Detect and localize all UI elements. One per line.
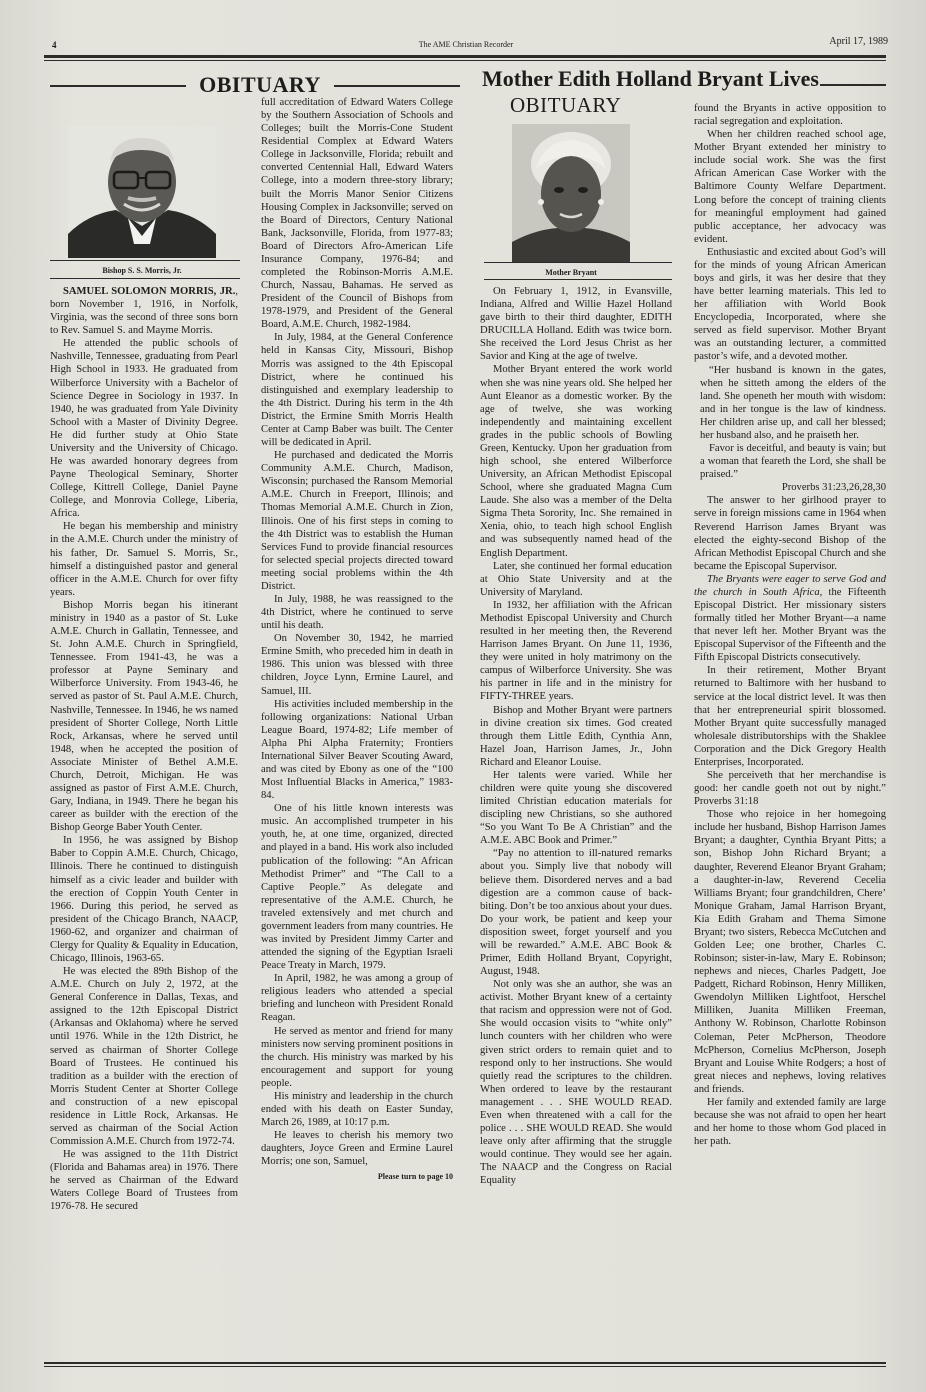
paragraph [50,599,238,834]
paragraph [694,128,886,246]
paragraph-text: He served as mentor and friend for many ministers now serving prominent positions in the church. His ministry was marked by his encouragement and support for young people. [261,1025,453,1089]
paragraph-text: “Pay no attention to ill-natured remarks about you. Simply live that nobody will believe them. Disordered nerves and a bad digestion are a common cause of back-biting. Don’t be too anxious about your dues. Do your work, be patient and keep your disposition sweet, forget yourself and you will be rewarded.” A.M.E. ABC Book & Primer, Edith Holland Bryant, Copyright, August, 1948. [480,848,672,978]
paragraph-text: She perceiveth that her merchandise is good: her candle goeth not out by night.” Proverbs 31:18 [694,769,886,808]
paragraph [50,834,238,965]
continued-note: Please turn to page 10 [377,1172,453,1182]
paragraph [480,978,672,1187]
bryant-headline [482,66,887,96]
paragraph [694,494,886,572]
paragraph [261,802,453,972]
bryant-headline-text: Mother Edith Holland Bryant Lives [482,66,819,91]
paragraph-text: On February 1, 1912, in Evansville, Indiana, Alfred and Willie Hazel Holland gave birth to their third daughter, EDITH DRUCILLA Holland. Edith was twice born. She received the Lord Jesus Christ as her Savior and King at the age of twelve. [480,286,672,363]
lead-name: SAMUEL SOLOMON MORRIS, JR. [63,286,236,297]
paragraph-text: In July, 1988, he was reassigned to the 4th District, where he continued to serve until his death. [261,593,453,632]
paragraph [50,285,238,337]
footer-rule-thin [44,1366,886,1367]
page-number: 4 [52,40,57,50]
headline-rule [820,84,886,86]
paragraph [694,481,886,494]
bryant-caption-rule-top [484,262,672,263]
paragraph [261,632,453,697]
paragraph [261,331,453,449]
paragraph [261,96,453,331]
paragraph-text: One of his little known interests was music. An accomplished trumpeter in his youth, he, at one time, organized, directed and played in a band. His work also included publication of the following: “An African Methodist Primer” and “The Call to a Captive People.” As delegate and representative of the A.M.E. Church, he traveled extensively and met church and government leaders from many countries. He was invited by President Jimmy Carter and attended the signing of the Egyptian Israeli Peace Treaty in March, 1979. [261,803,453,972]
mother-bryant-photo [512,124,630,262]
paragraph [694,573,886,665]
paragraph [694,769,886,808]
paragraph [50,520,238,598]
paragraph-text: Her talents were varied. While her children were quite young she discovered limited Christian education materials for discipling new Christians, so she authored “So you Want To Be A Christian” and the A.M.E. ABC Book and Primer.” [480,769,672,847]
paragraph-text: In 1956, he was assigned by Bishop Baber to Coppin A.M.E. Church, Chicago, Illinois. There he continued to distinguish himself as a civic leader and builder with the erection of Coppin Youth Center in 1966. During this period, he served as president of the Chicago Branch, NAACP, 1960-62, and organizer and chairman of Clergy for Quality & Equality in Education, Chicago, Illinois, 1963-65. [50,835,238,964]
paragraph-text: In 1932, her affiliation with the African Methodist Episcopal University and Church resulted in her meeting then, the Reverend Harrison James Bryant. On June 11, 1936, they were united in holy matrimony on the campus of Wilberforce University. She was his partner in life and in the ministry for FIFTY-THREE years. [480,599,672,703]
paragraph-text: Not only was she an author, she was an activist. Mother Bryant knew of a certainty that racism and oppression were not of God. She would occasion visits to “white only” lunch counters with her children who were given strict orders to remain quiet and to respond only to her instructions. She would quietly read the scriptures to the children. When ordered to leave by the restaurant management . . . SHE WOULD READ. Even when threatened with a call for the police . . . SHE WOULD READ. She would leave only after affirming that the struggle would continue. They would see her again. The NAACP and the Congress on Racial Equality [480,979,672,1187]
morris-column-1 [50,285,238,1357]
header-rule [44,55,886,58]
paragraph-text: Mother Bryant entered the work world when she was nine years old. She helped her Aunt Eleanor as a domestic worker. By the age of twelve, she was working independently and maintaining excellent grades in the public schools of Bowling Green, Kentucky. Upon her graduation from high school, she entered Wilberforce University, an African Methodist Episcopal School, where she graduated Magna Cum Laude. She also was a member of the Delta Sigma Theta Sorority, Inc. She remained in Xenia, ohio, to teach high school English and was subsequently named head of the English Department. [480,364,672,559]
paragraph-text: Bishop and Mother Bryant were partners in divine creation six times. God created through them Little Edith, Cynthia Ann, Hazel Joan, Harrison James, Jr., John Richard and Eleanor Louise. [480,704,672,768]
paragraph-text: He attended the public schools of Nashville, Tennessee, graduating from Pearl High School in 1933. He graduated from Wilberforce University with a Bachelor of Science Degree in Sociology in 1937. In 1940, he was graduated from Yale Divinity School with a Master of Divinity Degree. He did further study at Ohio State University and the University of Chicago. He was awarded honorary degrees from Payne Theological Seminary, Shorter College, Kittrell College, Daniel Payne College, and Monrovia College, Liberia, Africa. [50,338,238,520]
footer-rule [44,1362,886,1364]
paragraph-text: He purchased and dedicated the Morris Community A.M.E. Church, Madison, Wisconsin; purchased the Ransom Memorial A.M.E. Church in Freeport, Illinois; and Thomas Memorial A.M.E. Church in Zion, Illinois. One of his first steps in coming to the 4th District was to establish the Human Services Fund to provide financial resources for selected special projects directed toward meeting social problems within the 4th District. [261,450,453,592]
paragraph [261,972,453,1024]
paragraph-text: , born November 1, 1916, in Norfolk, Virginia, was the second of three sons born to Rev. Samuel S. and Mayme Morris. [50,286,238,337]
caption-rule-bottom [50,278,240,279]
bryant-subhead: OBITUARY [510,93,622,117]
paragraph [694,102,886,128]
paragraph [261,593,453,632]
paragraph [694,664,886,769]
paragraph-text: Proverbs 31:23,26,28,30 [781,482,886,494]
italic-lead: The Bryants were eager to serve God and the church in South Africa, [694,573,886,598]
paragraph-text: “Her husband is known in the gates, when he sitteth among the elders of the land. She openeth her mouth with wisdom: and in her tongue is the law of kindness. Her children arise up, and call her blessed; her husband also, and he praiseth her. [700,364,886,441]
paragraph-text: In their retirement, Mother Bryant returned to Baltimore with her husband to service at the local district level. It was then that her entrepreneurial spirit blossomed. Mother Bryant quite successfully managed wholesale distributorships with the Shaklee Corporation and the Dick Gregory Health Enterprises, Incorporated. [694,665,886,768]
bryant-column-2 [694,102,886,1358]
paragraph-text: His activities included membership in the following organizations: National Urban League Board, 1974-82; Life member of Alpha Phi Alpha Fraternity; Frontiers International Silver Beaver Scouting Award, and was cited by Ebony as one of the “100 Most Influential Blacks in America,” 1983-84. [261,698,453,802]
obituary-heading-text: OBITUARY [199,72,321,97]
paragraph [261,1025,453,1090]
paragraph [480,285,672,363]
paragraph-text: His ministry and leadership in the church ended with his death on Easter Sunday, March 26, 1989, at 10:17 p.m. [261,1090,453,1129]
paragraph [261,1090,453,1129]
paragraph [694,364,886,442]
paragraph-text: The answer to her girlhood prayer to serve in foreign missions came in 1964 when Reverend Harrison James Bryant was elected the eighty-second Bishop of the African Methodist Episcopal Church and she became the Episcopal Supervisor. [694,495,886,572]
paragraph-text: Enthusiastic and excited about God’s will for the minds of young African American boys and girls, it was her desire that they have better learning materials. This led to her affiliation with World Book Encyclopedia, Incorporated, where she served as field supervisor. Mother Bryant was an outstanding lecturer, a committed pastor’s wife, and a devoted mother. [694,246,886,363]
paragraph [694,442,886,481]
paragraph-text: On November 30, 1942, he married Ermine Smith, who preceded him in death in 1986. This union was blessed with three children, Joyce Lynn, Ermine Laurel, and Samuel, III. [261,633,453,697]
paragraph-text: Those who rejoice in her homegoing include her husband, Bishop Harrison James Bryant; a daughter, Cynthia Bryant Pitts; a son, Bishop John Richard Bryant; a daughter, Reverend Eleanor Bryant Graham; a daughter-in-law, Reverend Cecelia Williams Bryant; four grandchildren, Chere’ Monique Graham, Jamal Harrison Bryant, Kia Edith Graham and Thema Simone Bryant; two sisters, Rebecca McCutchen and Golden Lee; one brother, Charles C. Robinson; sister-in-law, Mary E. Robinson; nephews and nieces, Charles Padgett, Joe Padgett, Richard Robinson, Henry Milliken, Gwendolyn Milliken Lightfoot, Herschel Milliken, Juanita Milliken Freeman, Anthony W. Robinson, Charlotte Robinson Coleman, Peter McPherson, Theodore McPherson, Cornelius McPherson, Joseph Bryant and Louise White Rodgers; a host of great nieces and nephews, loving relatives and friends. [694,809,886,1095]
paragraph [480,847,672,978]
paragraph-text: He was assigned to the 11th District (Florida and Bahamas area) in 1976. There he served as Chairman of the Edward Waters College Board of Trustees from 1976-78. He secured [50,1149,238,1213]
bryant-caption-rule-bottom [484,279,672,280]
paragraph [480,363,672,559]
paragraph [480,599,672,704]
paragraph [694,1096,886,1148]
paragraph [261,1129,453,1168]
morris-column-2 [261,96,453,1362]
issue-date: April 17, 1989 [829,36,888,47]
paragraph [50,337,238,520]
paragraph-text: found the Bryants in active opposition to racial segregation and exploitation. [694,103,886,128]
paragraph [480,704,672,769]
heading-rule-right [334,85,460,87]
paragraph [480,769,672,847]
bryant-column-1 [480,285,672,1357]
paragraph-text: the Fifteenth Episcopal District. Her missionary sisters formally titled her Mother Bryant—a name that never left her. Mother Bryant was the Episcopal Supervisor of the Fifteenth and the Fifth Episcopal Districts consecutively. [694,586,886,664]
caption-rule-top [50,260,240,261]
paper-name: The AME Christian Recorder [418,40,514,49]
header-rule-thin [44,60,886,61]
paragraph-text: full accreditation of Edward Waters College by the Southern Association of Schools and Colleges; built the Morris-Cone Student Residential Complex at Edward Waters College in Jacksonville, Florida; rebuilt and converted Centennial Hall, Edward Waters College, into a modern three-story library; built the Morris Manor Senior Citizens Housing Complex in Jacksonville; served on the Board of Directors, Century National Bank, Jacksonville, Florida, from 1977-83; Board of Directors Afro-American Life Insurance Company, 1976-84; and completed the Robinson-Morris A.M.E. Church, Nassau, Bahamas. He served as President of the Council of Bishops from 1978-1979, and President of the General Board, A.M.E. Church, 1982-1984. [261,97,453,331]
paragraph-text: He began his membership and ministry in the A.M.E. Church under the ministry of his father, Dr. Samuel S. Morris, Sr., himself a distinguished pastor and general officer in the A.M.E. Church for over fifty years. [50,521,238,598]
paragraph-text: Later, she continued her formal education at Ohio State University and at the University of Maryland. [480,560,672,598]
paragraph-text: In July, 1984, at the General Conference held in Kansas City, Missouri, Bishop Morris was assigned to the 4th Episcopal District, where he continued his distinguished and exemplary leadership to the 4th District. During his term in the 4th District, the Ermine Smith Morris Health Center at Camp Baber was built. The Center will be dedicated in April. [261,332,453,449]
paragraph [50,965,238,1148]
bryant-photo-caption: Mother Bryant [545,268,597,277]
paragraph-text: Bishop Morris began his itinerant ministry in 1940 as a pastor of St. Luke A.M.E. Church in Gallatin, Tennessee, and St. John A.M.E. Church in Springfield, Tennessee. From 1941-43, he was a professor at Payne Seminary and Wilberforce University. From 1943-46, he served as pastor of St. Paul A.M.E. Church, Nashville, Tennessee. In 1946, he ws named president of Shorter College, North Little Rock, Arkansas, where he served until 1948, when he accepted the position of Associate Minister of Bethel A.M.E. Church, Detroit, Michigan. He was assigned as pastor of First A.M.E. Church, Gary, Indiana, in 1949. There he began his career as builder with the erection of the Bishop George Baber Youth Center. [50,599,238,834]
paragraph [261,698,453,803]
paragraph-text: Her family and extended family are large because she was not afraid to open her heart and her home to those whom God placed in her path. [694,1096,886,1148]
page-header [44,36,888,56]
paragraph-text: He leaves to cherish his memory two daughters, Joyce Green and Ermine Laurel Morris; one son, Samuel, [261,1130,453,1168]
paragraph [480,560,672,599]
paragraph [261,449,453,593]
paragraph-text: Favor is deceitful, and beauty is vain; but a woman that feareth the Lord, she shall be praised.” [700,443,886,481]
paragraph [50,1148,238,1213]
paragraph-text: When her children reached school age, Mother Bryant extended her ministry to include social work. She was the first African American Case Worker with the Baltimore County Welfare Department. Long before the concept of training clients for meaningful employment had gained public acceptance, her advocacy was evident. [694,129,886,245]
heading-rule-left [50,85,186,87]
paragraph-text: He was elected the 89th Bishop of the A.M.E. Church on July 2, 1972, at the General Conference in Dallas, Texas, and assigned to the 12th Episcopal District (Arkansas and Oklahoma) where he served until 1976. While in the 12th District, he served as chairman of Shorter College Board of Trustees. He continued his tradition as a builder with the erection of Morris Student Center at Shorter College and construction of a new episcopal residence in Little Rock, Arkansas. He served as chairman of the Social Action Commission A.M.E. Church from 1972-74. [50,966,238,1148]
paragraph [694,246,886,364]
morris-photo-caption: Bishop S. S. Morris, Jr. [102,266,182,275]
bishop-morris-photo [68,126,216,258]
paragraph [694,808,886,1096]
paragraph-text: In April, 1982, he was among a group of religious leaders who attended a special briefing and luncheon with President Ronald Reagan. [261,973,453,1024]
